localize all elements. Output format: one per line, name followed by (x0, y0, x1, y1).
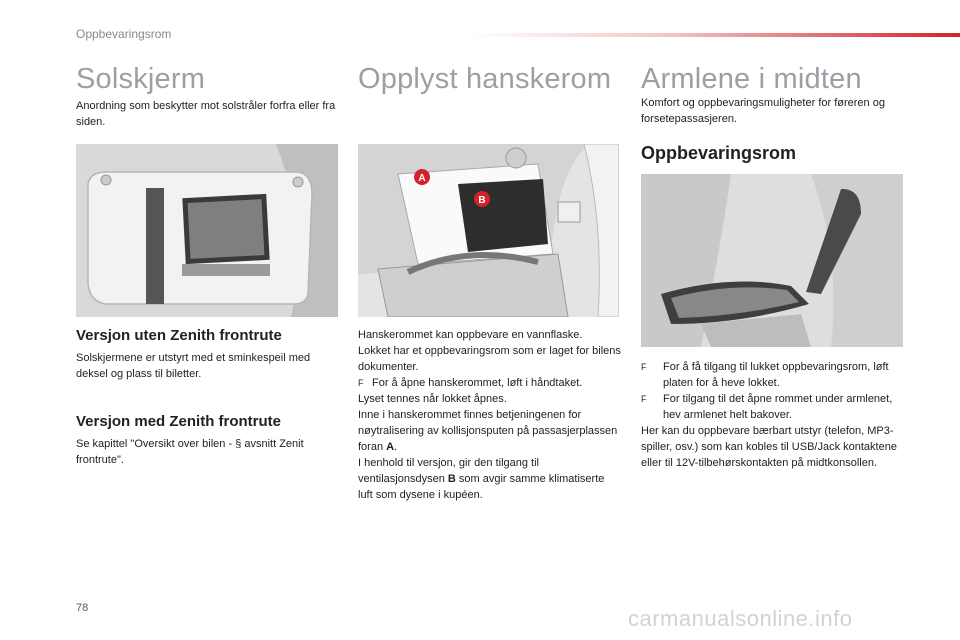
section-title-hanskerom: Opplyst hanskerom (358, 63, 612, 95)
armlene-bullet-2: F For tilgang til det åpne rommet under armlenet, hev armlenet helt bakover. (641, 393, 893, 421)
header-rule (470, 33, 960, 37)
text-armlene (641, 359, 909, 471)
label-a: A (418, 173, 426, 184)
heading-med-zenith: Versjon med Zenith frontrute (76, 413, 282, 430)
armlene-bullet-1: F For å få tilgang til lukket oppbevaringsrom, løft platen for å heve lokket. (641, 361, 889, 389)
heading-uten-zenith: Versjon uten Zenith frontrute (76, 327, 282, 344)
armlene-paragraph: Her kan du oppbevare bærbart utstyr (telefon, MP3-spiller, osv.) som kan kobles til USB/Jack kontaktene eller til 12V-tilbehørskontakten på midtkonsollen. (641, 425, 897, 469)
sun-visor-illustration (76, 144, 338, 317)
hanskerom-line-4: Inne i hanskerommet finnes betjeningenen for nøytralisering av kollisjonsputen på passasjerplassen foran A. (358, 409, 618, 453)
page-number: 78 (76, 602, 89, 614)
bullet-glyph: F (358, 378, 364, 388)
hanskerom-line-3: Lyset tennes når lokket åpnes. (358, 393, 507, 405)
section-intro-solskjerm: Anordning som beskytter mot solstråler forfra eller fra siden. (76, 100, 336, 128)
armrest-illustration (641, 174, 903, 347)
section-title-solskjerm: Solskjerm (76, 63, 206, 95)
section-intro-armlene: Komfort og oppbevaringsmuligheter for føreren og forsetepassasjeren. (641, 97, 885, 125)
label-b: B (478, 195, 486, 206)
hanskerom-bullet: F For å åpne hanskerommet, løft i håndtaket. (358, 377, 583, 389)
text-hanskerom (358, 327, 621, 503)
text-med-zenith: Se kapittel "Oversikt over bilen - § avsnitt Zenit frontrute". (76, 438, 304, 466)
hanskerom-line-1: Hanskerommet kan oppbevare en vannflaske. (358, 329, 583, 341)
section-title-armlene: Armlene i midten (641, 63, 862, 95)
heading-oppbevaringsrom: Oppbevaringsrom (641, 143, 797, 163)
hanskerom-line-2: Lokket har et oppbevaringsrom som er laget for bilens dokumenter. (358, 345, 621, 373)
hanskerom-line-5: I henhold til versjon, gir den tilgang til ventilasjonsdysen B som avgir samme klimatiserte luft som dysene i kupéen. (358, 457, 605, 501)
glovebox-illustration (358, 144, 619, 317)
watermark: carmanualsonline.info (628, 606, 853, 631)
text-uten-zenith: Solskjermene er utstyrt med et sminkespeil med deksel og plass til biletter. (76, 352, 311, 380)
running-header: Oppbevaringsrom (76, 27, 172, 41)
